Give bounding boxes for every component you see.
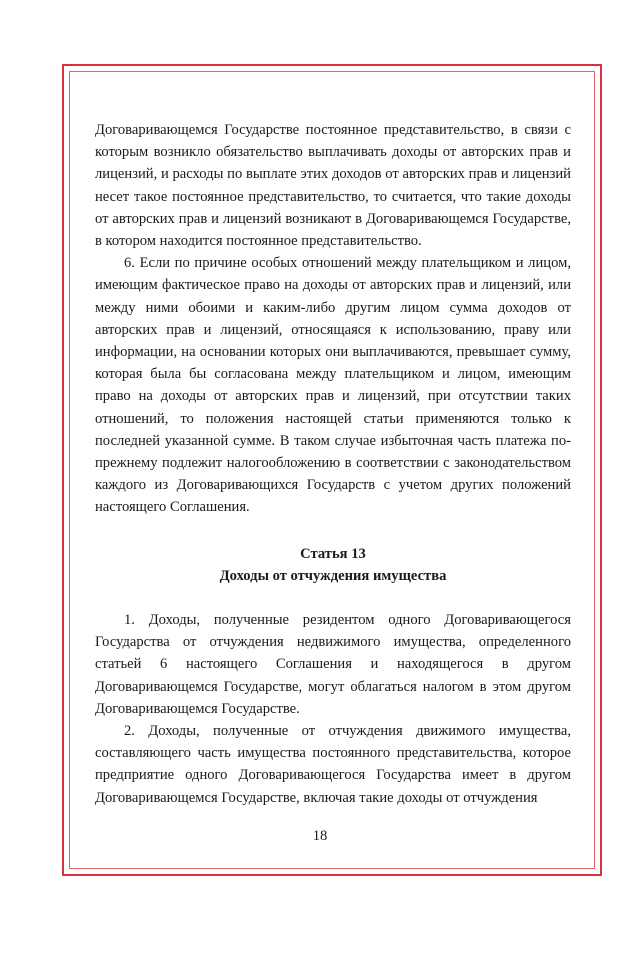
article-title: Доходы от отчуждения имущества	[219, 567, 447, 584]
document-body	[95, 119, 571, 809]
page-number: 18	[312, 828, 328, 844]
article-paragraph-1: 1. Доходы, полученные резидентом одного Договаривающегося Государства от отчуждения недвижимого имущества, определенного статьей 6 настоящего Соглашения и находящегося в другом Договаривающемся Государстве, могут облагаться налогом в этом другом Договаривающемся Государстве.	[95, 612, 571, 717]
article-paragraph-2: 2. Доходы, полученные от отчуждения движимого имущества, составляющего часть имущества постоянного представительства, которое предприятие одного Договаривающегося Государства имеет в другом Договаривающемся Государстве, включая такие доходы от отчуждения	[95, 723, 571, 806]
article-number: Статья 13	[300, 545, 366, 562]
paragraph-continuation: Договаривающемся Государстве постоянное представительство, в связи с которым возникло обязательство выплачивать доходы от авторских прав и лицензий, и расходы по выплате этих доходов от авторских прав и лицензий несет такое постоянное представительство, то считается, что такие доходы от авторских прав и лицензий возникают в Договаривающемся Государстве, в котором находится постоянное представительство.	[95, 122, 571, 250]
paragraph-6: 6. Если по причине особых отношений между плательщиком и лицом, имеющим фактическое право на доходы от авторских прав и лицензий, или между ними обоими и каким-либо другим лицом сумма доходов от авторских прав и лицензий, относящаяся к использованию, праву или информации, на основании которых они выплачиваются, превышает сумму, которая была бы согласована между плательщиком и лицом, имеющим право на доходы от авторских прав и лицензий, при отсутствии таких отношений, то положения настоящей статьи применяются только к последней указанной сумме. В таком случае избыточная часть платежа по-прежнему подлежит налогообложению в соответствии с законодательством каждого из Договаривающихся Государств с учетом других положений настоящего Соглашения.	[95, 255, 571, 516]
article-heading	[95, 543, 571, 587]
